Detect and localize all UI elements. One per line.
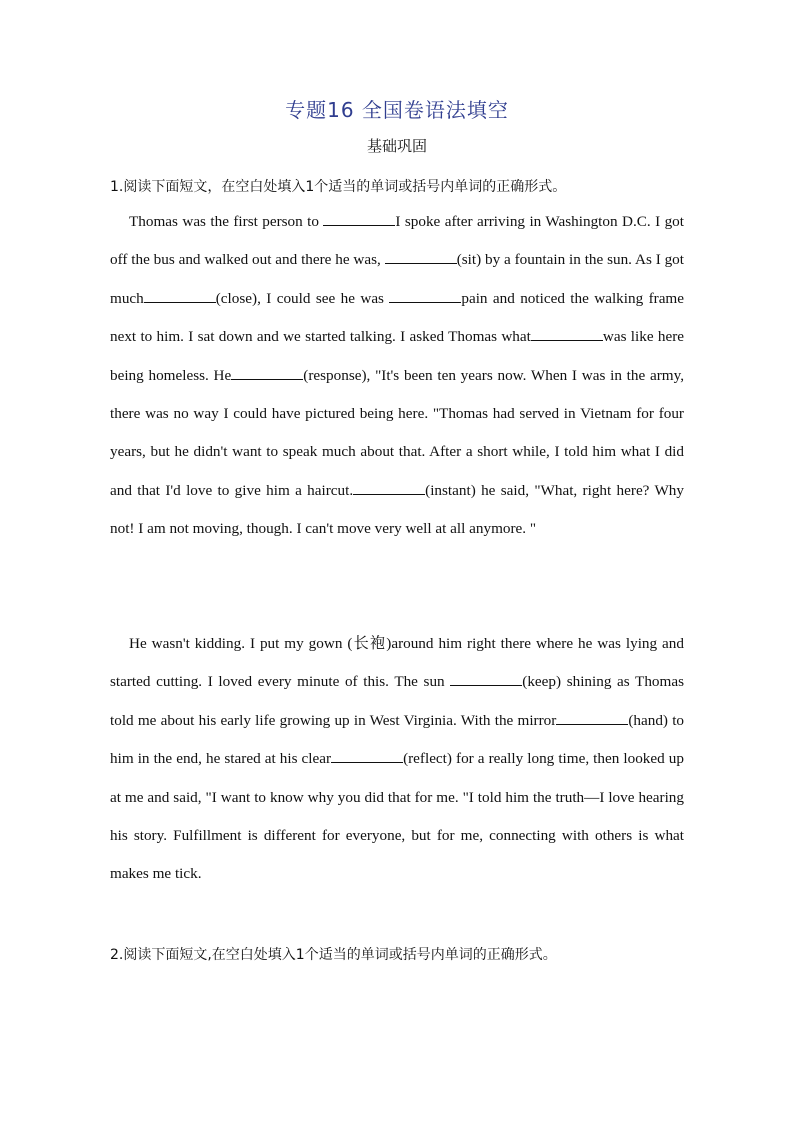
blank-7[interactable]	[353, 482, 425, 495]
blank-4[interactable]	[389, 290, 461, 303]
question-2-instruction: 2.阅读下面短文,在空白处填入1个适当的单词或括号内单词的正确形式。	[110, 947, 557, 963]
text-segment: (instant) he said, "What, right here? Why not! I am not moving, though. I can't move very well at all anymore. "	[110, 481, 684, 538]
text-segment: Thomas was the first person to	[129, 213, 324, 230]
question-1-instruction: 1.阅读下面短文，在空白处填入1个适当的单词或括号内单词的正确形式。	[110, 179, 567, 195]
question-1-paragraph-2	[110, 625, 684, 894]
text-segment: (reflect) for a really long time, then looked up at me and said, "I want to know why you did that for me. "I told him the truth—I love hearing his story. Fulfillment is different for everyone, but for me, connecting with others is what makes me tick.	[110, 750, 684, 883]
text-segment: I spoke after arriving in Washington D.C. I got off the bus and walked out and there he was,	[110, 213, 684, 269]
blank-10[interactable]	[331, 750, 403, 763]
question-1-paragraph-1	[110, 203, 684, 549]
text-segment: (keep) shining as Thomas told me about his early life growing up in West Virginia. With the mirror	[110, 673, 684, 729]
page-subtitle: 基础巩固	[366, 137, 427, 155]
blank-8[interactable]	[450, 673, 522, 686]
text-segment: (response), "It's been ten years now. When I was in the army, there was no way I could have pictured being here. "Thomas had served in Vietnam for four years, but he didn't want to speak much about that. After a short while, I told him what I did and that I'd love to give him a haircut.	[110, 366, 684, 499]
text-segment: (close), I could see he was	[215, 289, 390, 307]
text-segment: He wasn't kidding. I put my gown (长袍)around him right there where he was lying and started cutting. I loved every minute of this. The sun	[110, 635, 684, 691]
blank-9[interactable]	[556, 712, 628, 725]
text-segment: was like here being homeless. He	[110, 328, 684, 384]
blank-3[interactable]	[144, 290, 216, 303]
page-title: 专题16 全国卷语法填空	[285, 98, 509, 122]
blank-5[interactable]	[531, 328, 603, 341]
blank-2[interactable]	[385, 251, 457, 264]
text-segment: (hand) to him in the end, he stared at his clear	[110, 711, 685, 768]
text-segment: pain and noticed the walking frame next to him. I sat down and we started talking. I asked Thomas what	[110, 289, 684, 346]
blank-6[interactable]	[231, 367, 303, 380]
blank-1[interactable]	[323, 213, 395, 226]
text-segment: (sit) by a fountain in the sun. As I got much	[110, 251, 684, 307]
